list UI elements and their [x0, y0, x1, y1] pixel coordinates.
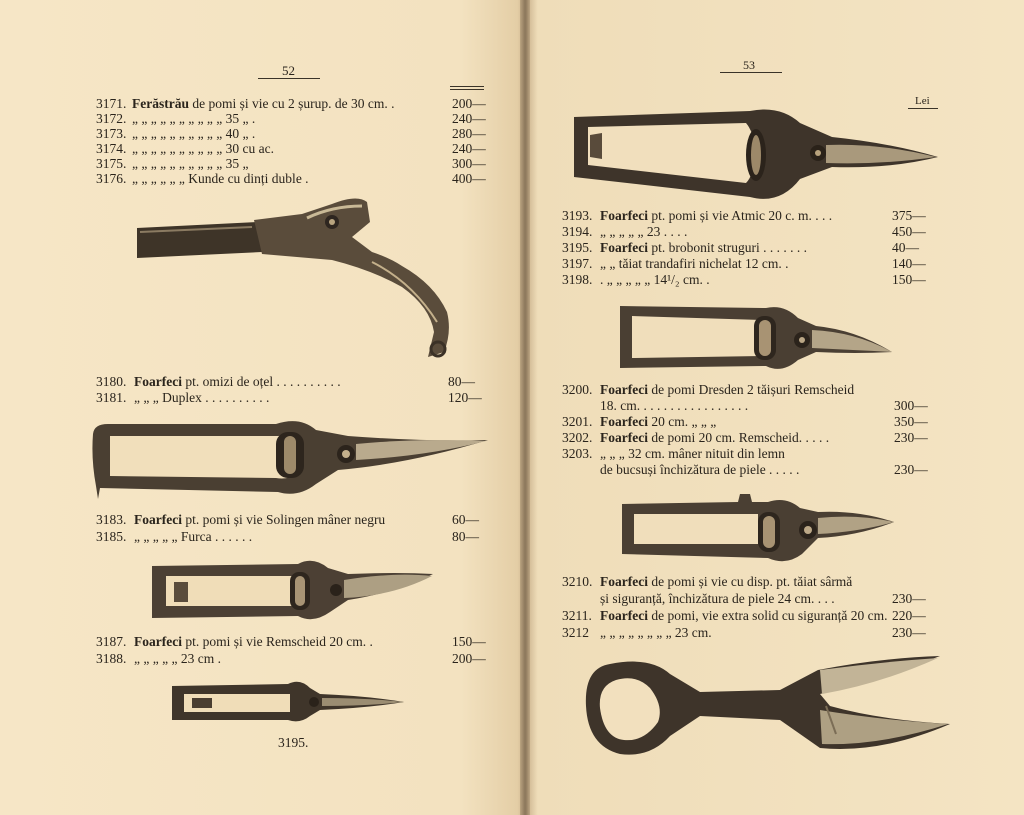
item-description: „ „ „ „ „ „ „ „ „ „ 35 „	[132, 156, 249, 171]
item-code: 3195.	[562, 240, 593, 255]
price-line	[562, 574, 852, 590]
price-line	[562, 591, 835, 607]
price-line	[562, 272, 710, 288]
item-description: pt. brobonit struguri . . . . . . .	[651, 240, 807, 255]
item-price: 60—	[452, 512, 479, 527]
item-code: 3174.	[96, 141, 127, 156]
item-description: de bucsuși închizătura de piele . . . . .	[600, 462, 800, 477]
item-price: 300—	[452, 156, 486, 171]
price-line	[562, 208, 832, 224]
item-description: de pomi 20 cm. Remscheid. . . . .	[651, 430, 830, 445]
price-line	[562, 430, 829, 446]
price-line	[96, 96, 394, 112]
item-code: 3171.	[96, 96, 127, 111]
item-code: 3180.	[96, 374, 127, 389]
item-description: de pomi, vie extra solid cu siguranță 20 cm.	[651, 608, 888, 623]
item-code: 3211.	[562, 608, 592, 623]
item-code: 3193.	[562, 208, 593, 223]
item-name: Foarfeci	[600, 574, 652, 589]
item-description: pt. pomi și vie Solingen mâner negru	[185, 512, 386, 527]
item-price: 230—	[894, 430, 928, 445]
item-price: 240—	[452, 111, 486, 126]
item-price: 280—	[452, 126, 486, 141]
price-line	[96, 156, 249, 172]
shears-3195-illustration	[168, 676, 408, 726]
shears-3183-illustration	[148, 558, 438, 626]
item-description: „ „ tăiat trandafiri nichelat 12 cm. .	[600, 256, 789, 271]
item-price: 230—	[892, 591, 926, 606]
price-line	[96, 634, 373, 650]
price-line	[96, 126, 255, 142]
shears-3193-illustration	[570, 105, 942, 209]
right-page	[530, 0, 1024, 815]
item-description: „ „ „ „ „ 23 cm .	[134, 651, 221, 666]
item-description: de pomi și vie cu 2 șurup. de 30 cm. .	[192, 96, 395, 111]
price-line	[96, 171, 309, 187]
item-price: 140—	[892, 256, 926, 271]
item-name: Foarfeci	[600, 608, 652, 623]
price-line	[562, 446, 785, 462]
item-description: pt. pomi și vie Atmic 20 c. m. . . .	[651, 208, 833, 223]
price-line	[96, 651, 221, 667]
item-code: 3212	[562, 625, 589, 640]
price-line	[562, 625, 712, 641]
price-line	[96, 374, 341, 390]
page-number-rule	[258, 78, 320, 79]
currency-header: Lei	[915, 95, 930, 107]
item-description: „ „ „ „ „ „ Kunde cu dinți duble .	[132, 171, 309, 186]
item-code: 3203.	[562, 446, 593, 461]
price-line	[96, 141, 274, 157]
item-code: 3198.	[562, 272, 593, 287]
item-code: 3194.	[562, 224, 593, 239]
item-code: 3172.	[96, 111, 127, 126]
page-number-right: 53	[743, 58, 755, 72]
item-description: 18. cm. . . . . . . . . . . . . . . . .	[600, 398, 749, 413]
item-name: Foarfeci	[134, 634, 186, 649]
price-line	[96, 512, 385, 528]
item-price: 350—	[894, 414, 928, 429]
item-price: 230—	[894, 462, 928, 477]
item-price: 40—	[892, 240, 919, 255]
item-price: 230—	[892, 625, 926, 640]
item-description: „ „ „ „ „ 23 . . . .	[600, 224, 688, 239]
item-price: 80—	[452, 529, 479, 544]
item-price: 200—	[452, 96, 486, 111]
item-price: 450—	[892, 224, 926, 239]
page-number-left: 52	[282, 63, 295, 78]
price-line	[96, 390, 269, 406]
item-code: 3185.	[96, 529, 127, 544]
item-name: Foarfeci	[134, 512, 186, 527]
item-price: 375—	[892, 208, 926, 223]
item-code: 3210.	[562, 574, 593, 589]
item-code: 3200.	[562, 382, 593, 397]
item-code: 3181.	[96, 390, 127, 405]
item-price: 300—	[894, 398, 928, 413]
item-description: „ „ „ Duplex . . . . . . . . . .	[134, 390, 270, 405]
book-spine	[520, 0, 530, 815]
price-line	[96, 529, 252, 545]
price-line	[562, 462, 799, 478]
item-price: 240—	[452, 141, 486, 156]
item-description: „ „ „ „ „ „ „ „ 23 cm.	[600, 625, 712, 640]
item-name: Foarfeci	[600, 430, 652, 445]
item-name: Foarfeci	[600, 240, 652, 255]
item-description: „ „ „ 32 cm. mâner nituit din lemn	[600, 446, 785, 461]
page-number-rule	[720, 72, 782, 73]
item-code: 3202.	[562, 430, 593, 445]
item-description: „ „ „ „ „ „ „ „ „ „ 30 cu ac.	[132, 141, 275, 156]
item-description: „ „ „ „ „ Furca . . . . . .	[134, 529, 253, 544]
price-line	[562, 256, 789, 272]
item-code: 3175.	[96, 156, 127, 171]
item-price: 400—	[452, 171, 486, 186]
item-price: 150—	[892, 272, 926, 287]
item-price: 150—	[452, 634, 486, 649]
item-code: 3176.	[96, 171, 127, 186]
price-line	[562, 608, 888, 624]
item-name: Foarfeci	[600, 414, 652, 429]
item-description: de pomi și vie cu disp. pt. tăiat sârmă	[651, 574, 853, 589]
price-line	[562, 240, 807, 256]
item-code: 3187.	[96, 634, 127, 649]
item-description: pt. omizi de oțel . . . . . . . . . .	[185, 374, 341, 389]
shears-3180-illustration	[88, 414, 498, 506]
price-line	[562, 414, 716, 430]
item-code: 3188.	[96, 651, 127, 666]
item-name: Foarfeci	[600, 382, 652, 397]
price-line	[96, 111, 255, 127]
illustration-caption-3195: 3195.	[278, 735, 309, 750]
price-line	[562, 398, 748, 414]
item-price: 80—	[448, 374, 475, 389]
item-name: Foarfeci	[600, 208, 652, 223]
shears-3200-illustration	[616, 302, 896, 374]
item-description: „ „ „ „ „ „ „ „ „ „ 40 „ .	[132, 126, 256, 141]
item-description: „ „ „ „ „ „ „ „ „ „ 35 „ .	[132, 111, 256, 126]
item-description: 20 cm. „ „ „	[651, 414, 717, 429]
item-code: 3197.	[562, 256, 593, 271]
item-price: 220—	[892, 608, 926, 623]
item-description: și siguranță, închizătura de piele 24 cm. . . .	[600, 591, 835, 606]
item-code: 3201.	[562, 414, 593, 429]
item-code: 3183.	[96, 512, 127, 527]
item-name: Ferăstrău	[132, 96, 193, 111]
pruning-saw-illustration	[132, 192, 462, 362]
item-description: . „ „ „ „ „ 14¹/₂ cm. .	[600, 272, 710, 287]
price-column-rule	[450, 86, 484, 87]
shears-3210-illustration	[618, 492, 898, 570]
item-price: 120—	[448, 390, 482, 405]
price-line	[562, 382, 854, 398]
item-code: 3173.	[96, 126, 127, 141]
price-column-rule-2	[450, 89, 484, 90]
item-price: 200—	[452, 651, 486, 666]
item-name: Foarfeci	[134, 374, 186, 389]
item-description: pt. pomi și vie Remscheid 20 cm. .	[185, 634, 373, 649]
item-description: de pomi Dresden 2 tăișuri Remscheid	[651, 382, 855, 397]
sheep-shears-illustration	[580, 650, 960, 762]
price-line	[562, 224, 687, 240]
